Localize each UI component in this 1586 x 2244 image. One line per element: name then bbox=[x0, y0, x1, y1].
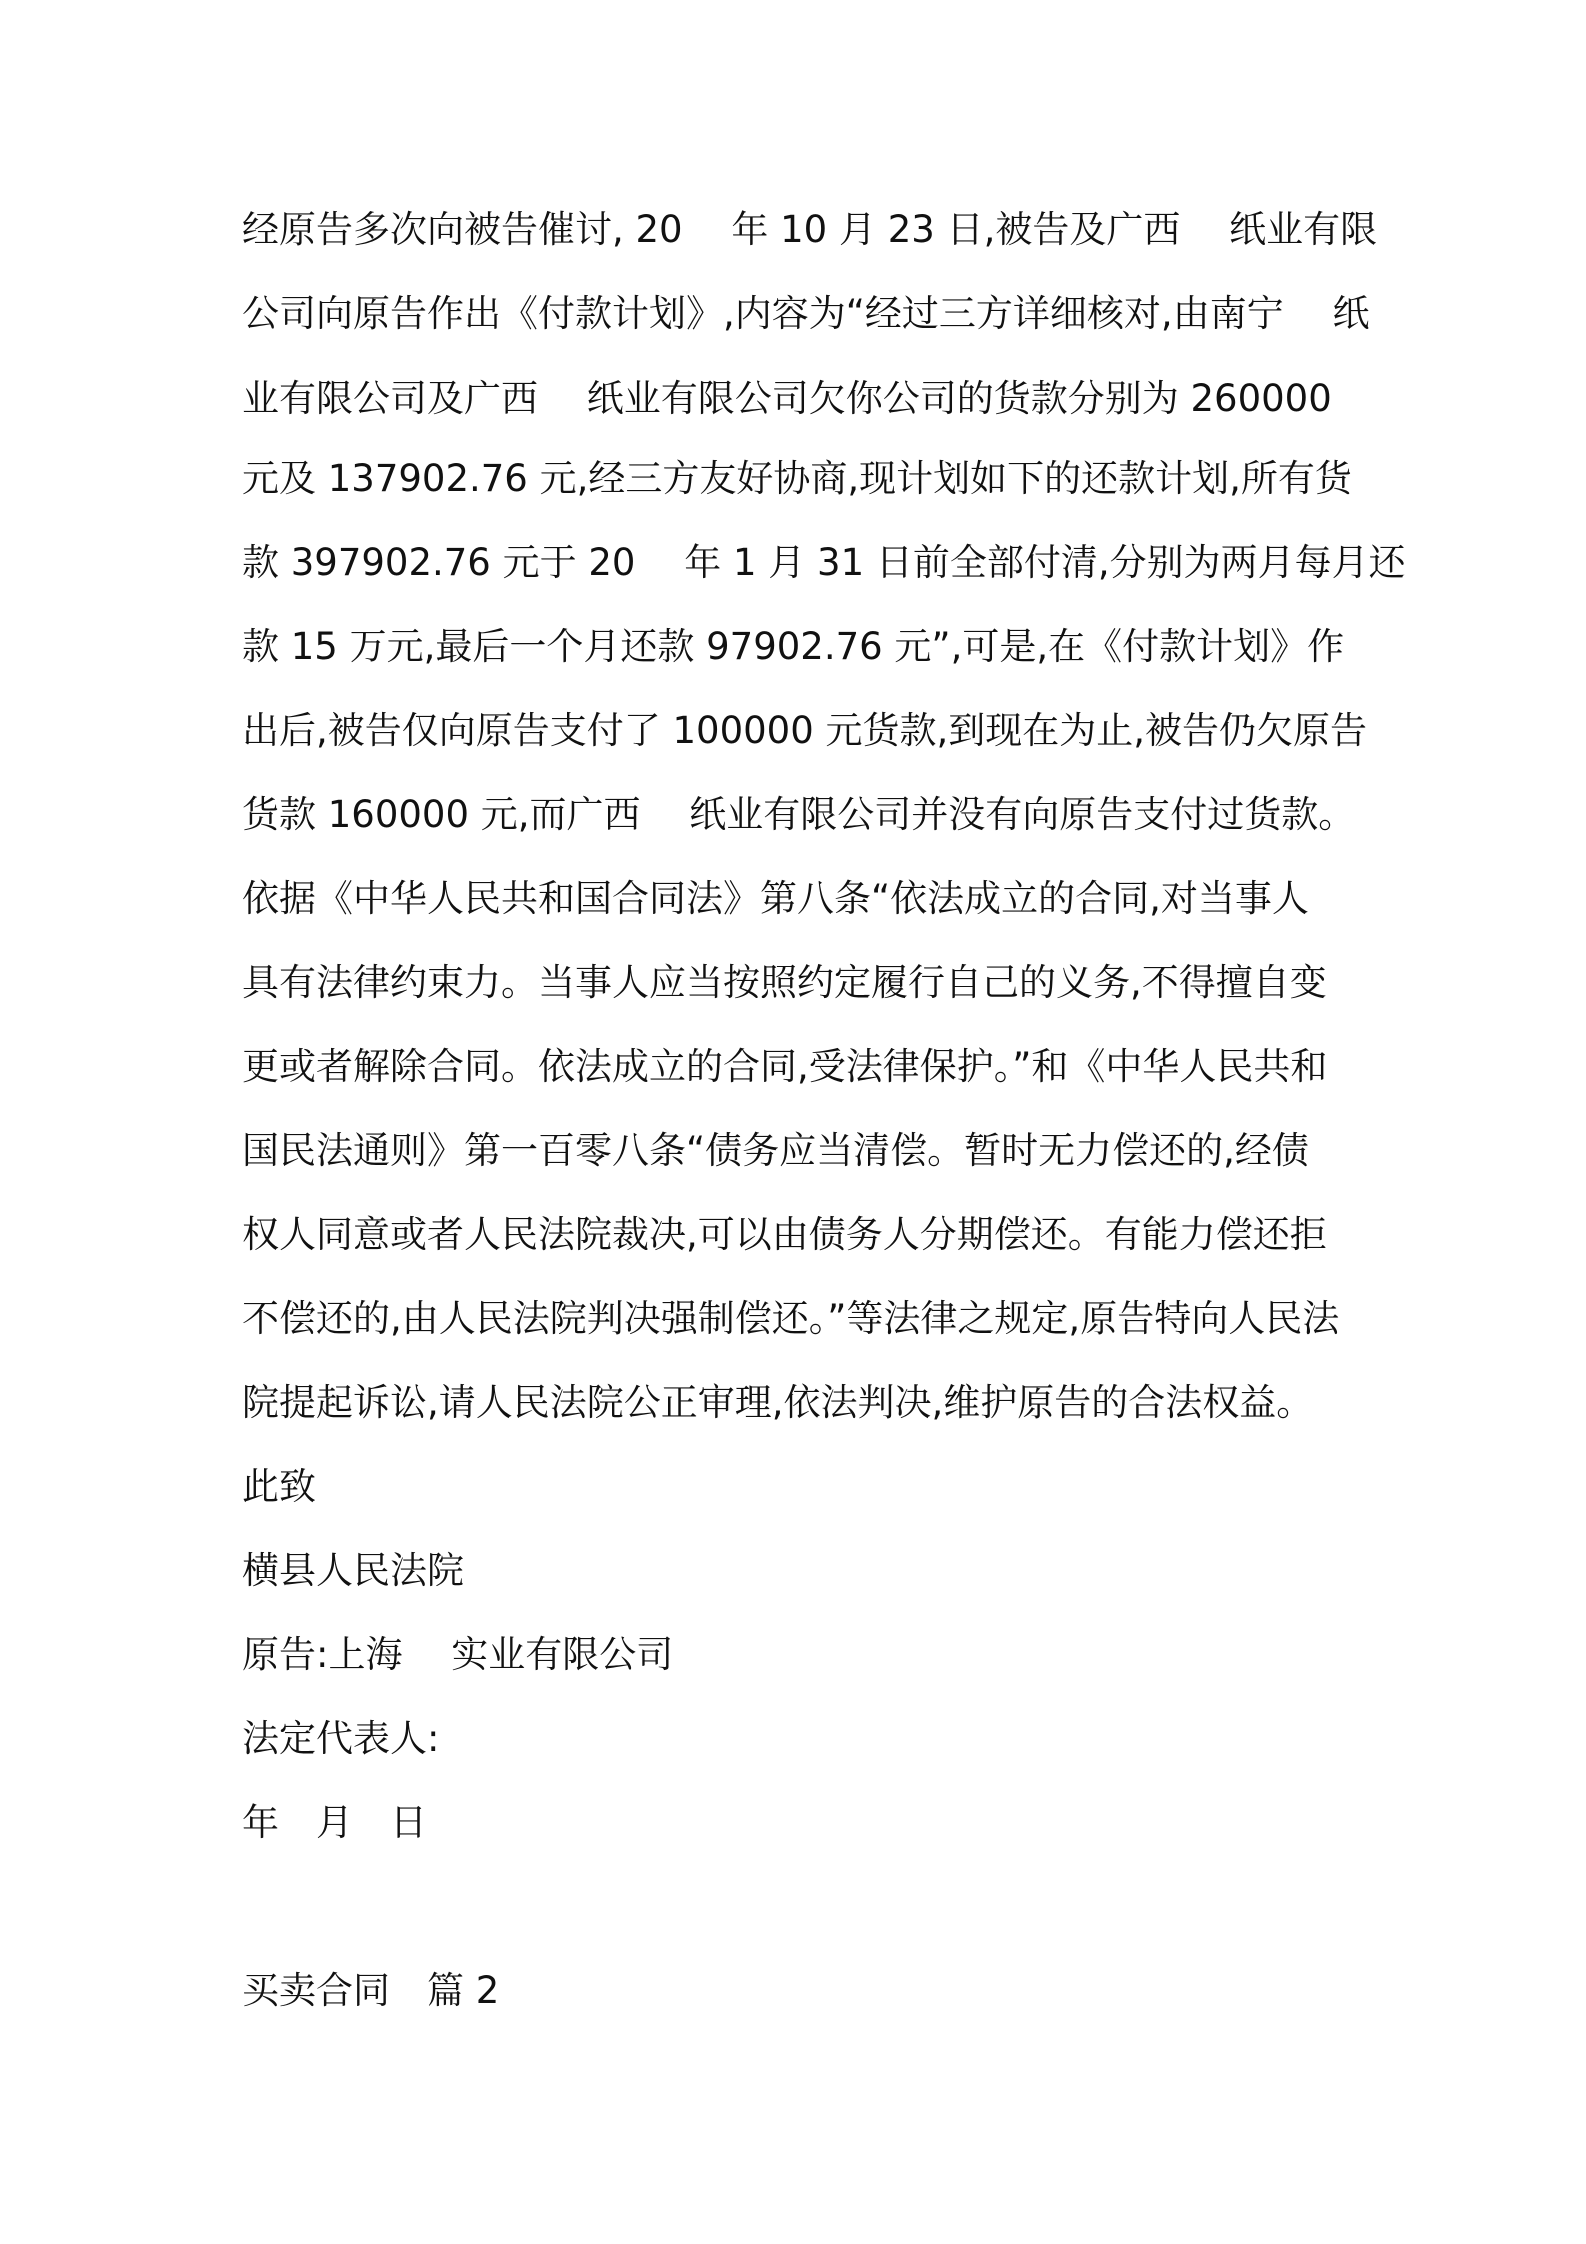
body-line: 权人同意或者人民法院裁决,可以由债务人分期偿还。有能力偿还拒 bbox=[242, 1213, 1327, 1256]
body-line: 国民法通则》第一百零八条“债务应当清偿。暂时无力偿还的,经债 bbox=[242, 1129, 1309, 1172]
body-line: 公司向原告作出《付款计划》,内容为“经过三方详细核对,由南宁 纸 bbox=[242, 292, 1370, 335]
salutation: 此致 bbox=[242, 1465, 316, 1508]
body-line: 货款 160000 元,而广西 纸业有限公司并没有向原告支付过货款。 bbox=[242, 793, 1356, 836]
body-line: 依据《中华人民共和国合同法》第八条“依法成立的合同,对当事人 bbox=[242, 877, 1309, 920]
body-line: 经原告多次向被告催讨, 20 年 10 月 23 日,被告及广西 纸业有限 bbox=[242, 208, 1378, 251]
body-line: 款 15 万元,最后一个月还款 97902.76 元”,可是,在《付款计划》作 bbox=[242, 625, 1345, 668]
legal-representative-line: 法定代表人: bbox=[242, 1717, 440, 1760]
body-line: 不偿还的,由人民法院判决强制偿还。”等法律之规定,原告特向人民法 bbox=[242, 1297, 1340, 1340]
date-line: 年 月 日 bbox=[242, 1801, 427, 1844]
section-title: 买卖合同 篇 2 bbox=[242, 1969, 500, 2012]
body-line: 出后,被告仅向原告支付了 100000 元货款,到现在为止,被告仍欠原告 bbox=[242, 709, 1368, 752]
body-line: 元及 137902.76 元,经三方友好协商,现计划如下的还款计划,所有货 bbox=[242, 457, 1352, 500]
body-line: 具有法律约束力。当事人应当按照约定履行自己的义务,不得擅自变 bbox=[242, 961, 1327, 1004]
body-line: 款 397902.76 元于 20 年 1 月 31 日前全部付清,分别为两月每月还 bbox=[242, 541, 1406, 584]
court-name: 横县人民法院 bbox=[242, 1549, 464, 1592]
body-line: 业有限公司及广西 纸业有限公司欠你公司的货款分别为 260000 bbox=[242, 377, 1332, 420]
body-line: 院提起诉讼,请人民法院公正审理,依法判决,维护原告的合法权益。 bbox=[242, 1381, 1314, 1424]
body-line: 更或者解除合同。依法成立的合同,受法律保护。”和《中华人民共和 bbox=[242, 1045, 1328, 1088]
plaintiff-line: 原告:上海 实业有限公司 bbox=[242, 1633, 674, 1676]
